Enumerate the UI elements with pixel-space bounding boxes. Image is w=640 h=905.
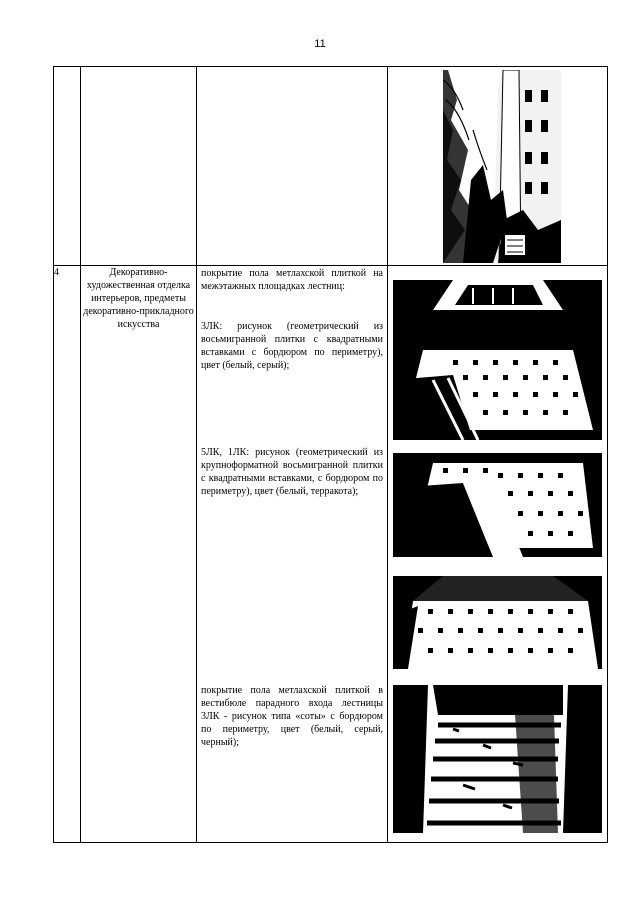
stair-landing-5lk-photo (393, 453, 602, 557)
building-facade-photo (443, 70, 561, 263)
object-name: Декоративно-художественная отделка интерьеров, предметы декоративно-прикладного искусства (81, 266, 197, 843)
vestibule-3lk-photo (393, 685, 602, 833)
stair-landing-1lk-photo (393, 576, 602, 669)
row-number: 4 (54, 266, 81, 843)
cell-number-empty (54, 67, 81, 266)
cell-description-empty (197, 67, 388, 266)
description-paragraph-intro: покрытие пола метлахской плиткой на межэтажных площадках лестниц: (201, 268, 383, 292)
description-paragraph-5lk-1lk: 5ЛК, 1ЛК: рисунок (геометрический из крупноформатной восьмигранной плитки с квадратными вставками, с бордюром по периметру), цвет (белый, терракота); (201, 447, 383, 497)
description-paragraph-3lk: 3ЛК: рисунок (геометрический из восьмигранной плитки с квадратными вставками с бордюром по периметру), цвет (белый, серый); (201, 321, 383, 371)
cell-name-empty (81, 67, 197, 266)
cell-photos (388, 266, 608, 843)
table-row-4 (54, 266, 608, 843)
table-row-continued (54, 67, 608, 266)
description-paragraph-vestibule: покрытие пола метлахской плиткой в вестибюле парадного входа лестницы 3ЛК - рисунок типа «соты» с бордюром по периметру, цвет (белый, серый, черный); (201, 685, 383, 748)
object-description (197, 266, 388, 843)
cell-photo (388, 67, 608, 266)
subject-table (53, 66, 608, 843)
stair-landing-3lk-photo (393, 280, 602, 440)
page-number: 11 (314, 38, 326, 50)
